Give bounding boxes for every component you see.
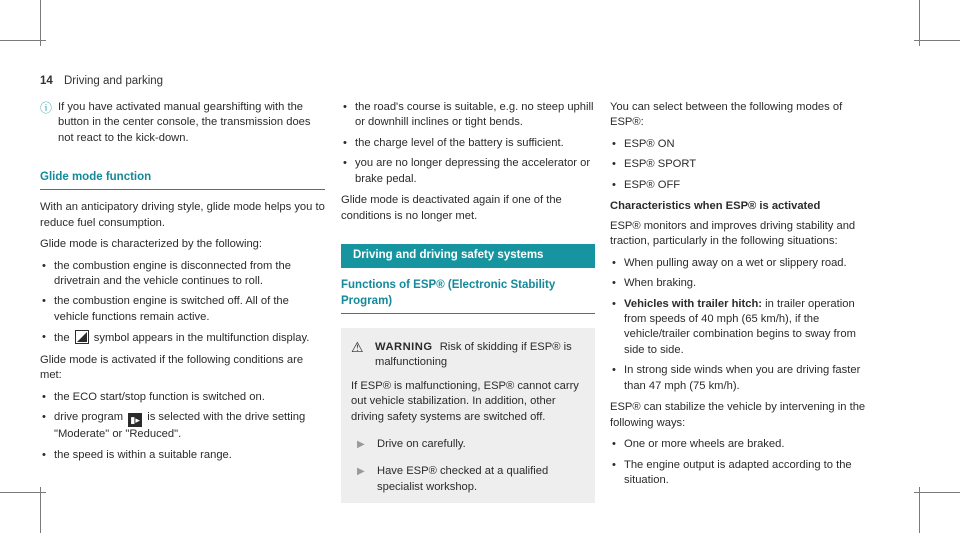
section-heading: Functions of ESP® (Electronic Stability Program)	[341, 278, 595, 314]
column-3	[610, 100, 872, 495]
drive-program-icon: ▮▸	[128, 413, 142, 427]
list-item: • One or more wheels are braked.	[610, 437, 872, 452]
paragraph: ESP® monitors and improves driving stability and traction, particularly in the following situations:	[610, 219, 856, 248]
list-item: • Vehicles with trailer hitch: in trailer operation from speeds of 40 mph (65 km/h), if the vehicle/trailer combination begins to sway from side to side.	[610, 297, 872, 359]
crop-mark	[0, 492, 46, 493]
page-header	[40, 74, 163, 90]
list-item: • ESP® SPORT	[610, 157, 872, 172]
crop-mark	[914, 492, 960, 493]
warning-triangle-icon: ⚠	[351, 338, 364, 355]
info-icon: ⓘ	[40, 101, 53, 115]
column-1	[40, 100, 325, 469]
warning-title: Risk of skidding if ESP® is malfunctioning	[375, 340, 572, 369]
bullet-list	[610, 437, 872, 488]
list-item: • ESP® ON	[610, 137, 872, 152]
crop-mark	[914, 40, 960, 41]
warning-box	[341, 328, 595, 504]
bullet-list	[40, 390, 325, 463]
paragraph: Glide mode is deactivated again if one of the conditions is no longer met.	[341, 194, 562, 222]
crop-mark	[40, 487, 41, 533]
paragraph: Glide mode is activated if the following conditions are met:	[40, 353, 304, 382]
paragraph: You can select between the following modes of ESP®:	[610, 101, 843, 129]
section-title: Driving and parking	[64, 75, 164, 87]
list-item: • ESP® OFF	[610, 178, 872, 193]
crop-mark	[0, 40, 46, 41]
bullet-list	[610, 256, 872, 395]
warning-header	[351, 340, 585, 371]
action-step: ▶ Drive on carefully.	[351, 437, 585, 452]
glide-mode-icon	[75, 330, 89, 344]
bullet-list	[341, 100, 595, 187]
paragraph: Glide mode is characterized by the following:	[40, 238, 262, 251]
list-item: • the speed is within a suitable range.	[40, 448, 325, 463]
note-box	[40, 100, 325, 146]
sub-heading: Characteristics when ESP® is activated	[610, 200, 821, 213]
list-item: • the road's course is suitable, e.g. no steep uphill or downhill inclines or tight bends.	[341, 100, 595, 131]
list-item: • the symbol appears in the multifunction display.	[40, 330, 325, 346]
mode-list	[610, 137, 872, 193]
list-item: • drive program ▮▸ is selected with the drive setting "Moderate" or "Reduced".	[40, 410, 325, 442]
list-item: • you are no longer depressing the accelerator or brake pedal.	[341, 156, 595, 187]
list-item: • When pulling away on a wet or slippery road.	[610, 256, 872, 271]
note-text: If you have activated manual gearshifting with the button in the center console, the transmission does not react to the kick-down.	[58, 101, 311, 144]
arrow-icon: ▶	[357, 439, 365, 451]
paragraph: ESP® can stabilize the vehicle by intervening in the following ways:	[610, 401, 866, 429]
chapter-banner: Driving and driving safety systems	[341, 244, 595, 268]
page-number: 14	[40, 75, 53, 87]
list-item: • the combustion engine is switched off. All of the vehicle functions remain active.	[40, 294, 325, 325]
list-item: • the ECO start/stop function is switched on.	[40, 390, 325, 405]
section-heading: Glide mode function	[40, 170, 325, 190]
warning-body: If ESP® is malfunctioning, ESP® cannot carry out vehicle stabilization. In addition, other driving safety systems are switched off.	[351, 379, 579, 423]
warning-label: WARNING	[375, 340, 433, 353]
list-item: • the charge level of the battery is sufficient.	[341, 136, 595, 151]
action-step: ▶ Have ESP® checked at a qualified specialist workshop.	[351, 464, 585, 495]
crop-mark	[919, 487, 920, 533]
list-item: • When braking.	[610, 276, 872, 291]
list-item: • the combustion engine is disconnected from the drivetrain and the vehicle continues to roll.	[40, 259, 325, 290]
arrow-icon: ▶	[357, 466, 365, 478]
column-2	[341, 100, 595, 503]
list-item: • In strong side winds when you are driving faster than 47 mph (75 km/h).	[610, 363, 872, 394]
bullet-list	[40, 259, 325, 347]
list-item: • The engine output is adapted according to the situation.	[610, 458, 872, 489]
paragraph: With an anticipatory driving style, glide mode helps you to reduce fuel consumption.	[40, 201, 325, 229]
